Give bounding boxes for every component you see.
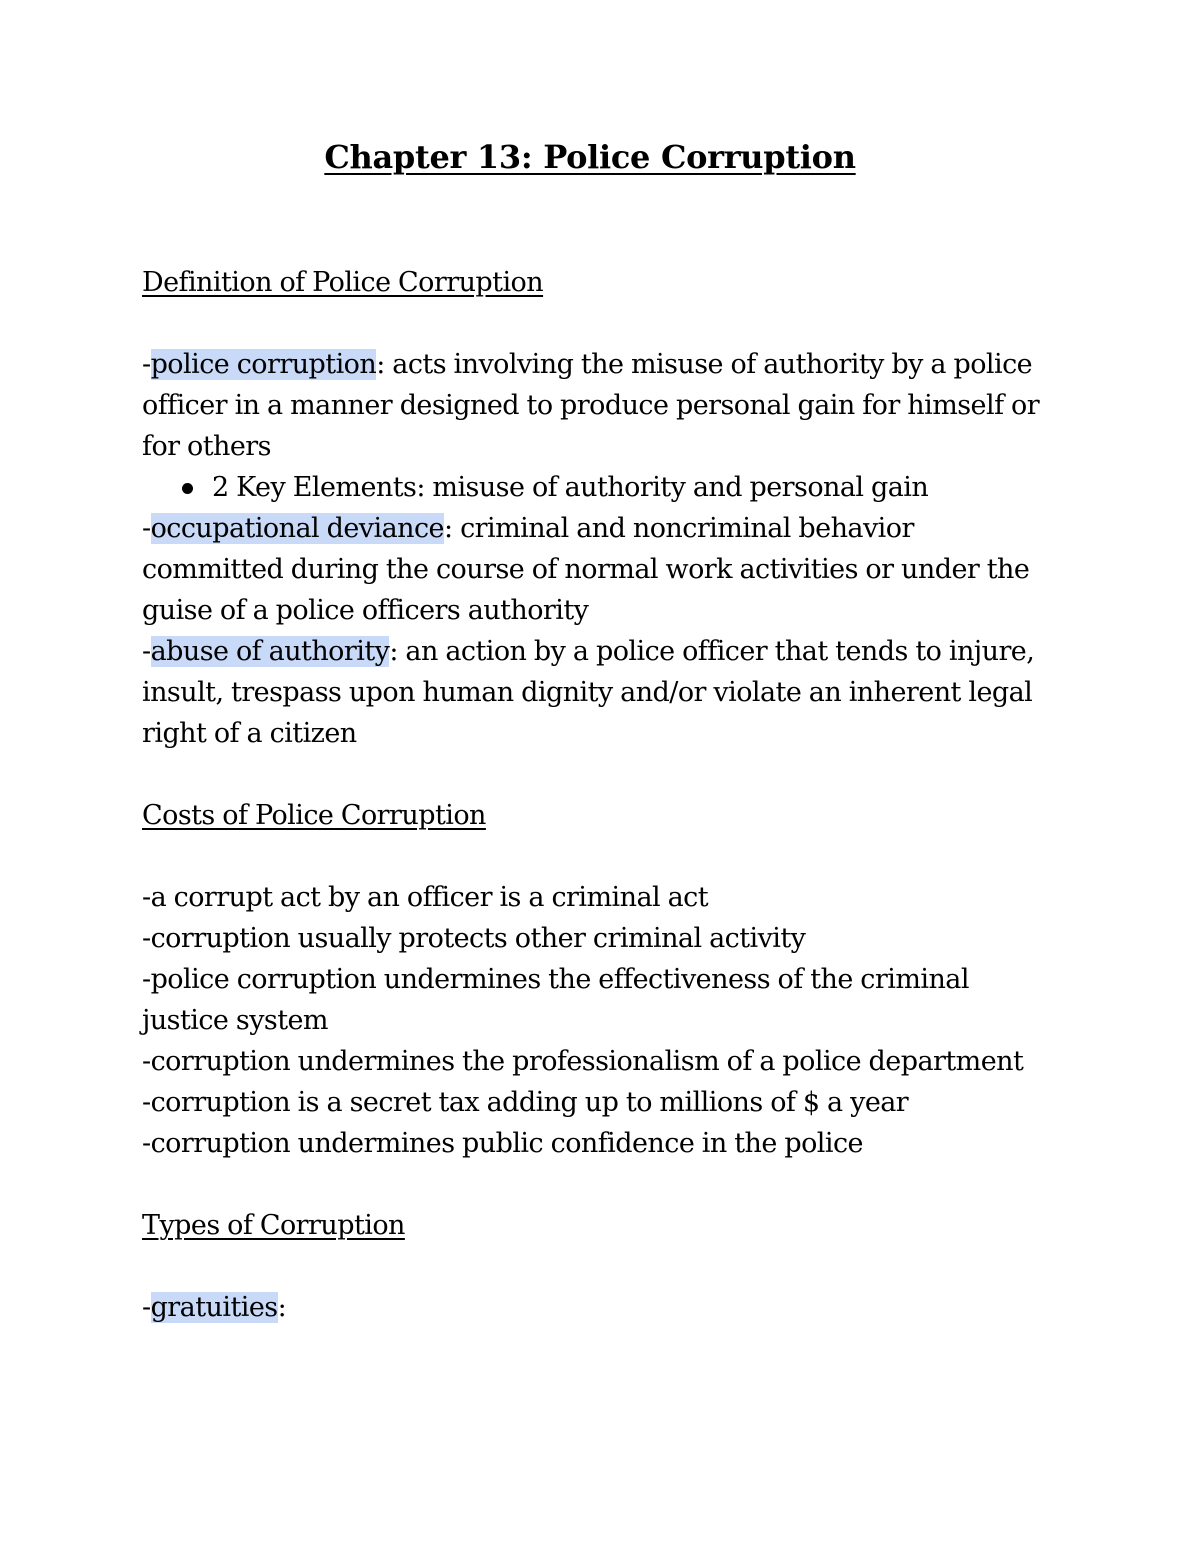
- highlighted-term: occupational deviance: [150, 513, 444, 544]
- definition-occupational-deviance: -occupational deviance: criminal and noncriminal behavior committed during the course of normal work activities or under the guise of a police officers authority: [142, 513, 1030, 626]
- definition-gratuities: -gratuities:: [142, 1292, 287, 1323]
- bullet-key-elements: 2 Key Elements: misuse of authority and personal gain: [142, 467, 1040, 508]
- list-item: -corruption undermines the professionalism of a police department: [142, 1046, 1024, 1077]
- definition-abuse-of-authority: -abuse of authority: an action by a police officer that tends to injure, insult, trespass upon human dignity and/or violate an inherent legal right of a citizen: [142, 636, 1035, 749]
- list-item: -corruption usually protects other criminal activity: [142, 923, 806, 954]
- list-item: -corruption is a secret tax adding up to millions of $ a year: [142, 1087, 909, 1118]
- bullet-list: [142, 467, 1040, 508]
- section-heading-definition: Definition of Police Corruption: [142, 267, 544, 298]
- highlighted-term: police corruption: [150, 349, 377, 380]
- highlighted-term: abuse of authority: [150, 636, 390, 667]
- list-item: -corruption undermines public confidence in the police: [142, 1128, 863, 1159]
- definition-police-corruption: -police corruption: acts involving the misuse of authority by a police officer in a manner designed to produce personal gain for himself or for others: [142, 349, 1040, 462]
- section-heading-costs: Costs of Police Corruption: [142, 800, 486, 831]
- document-body: [142, 262, 1040, 1328]
- list-item: -a corrupt act by an officer is a criminal act: [142, 882, 709, 913]
- highlighted-term: gratuities: [150, 1292, 278, 1323]
- list-item: -police corruption undermines the effectiveness of the criminal justice system: [142, 964, 969, 1036]
- section-heading-types: Types of Corruption: [142, 1210, 405, 1241]
- page-title: Chapter 13: Police Corruption: [324, 138, 856, 176]
